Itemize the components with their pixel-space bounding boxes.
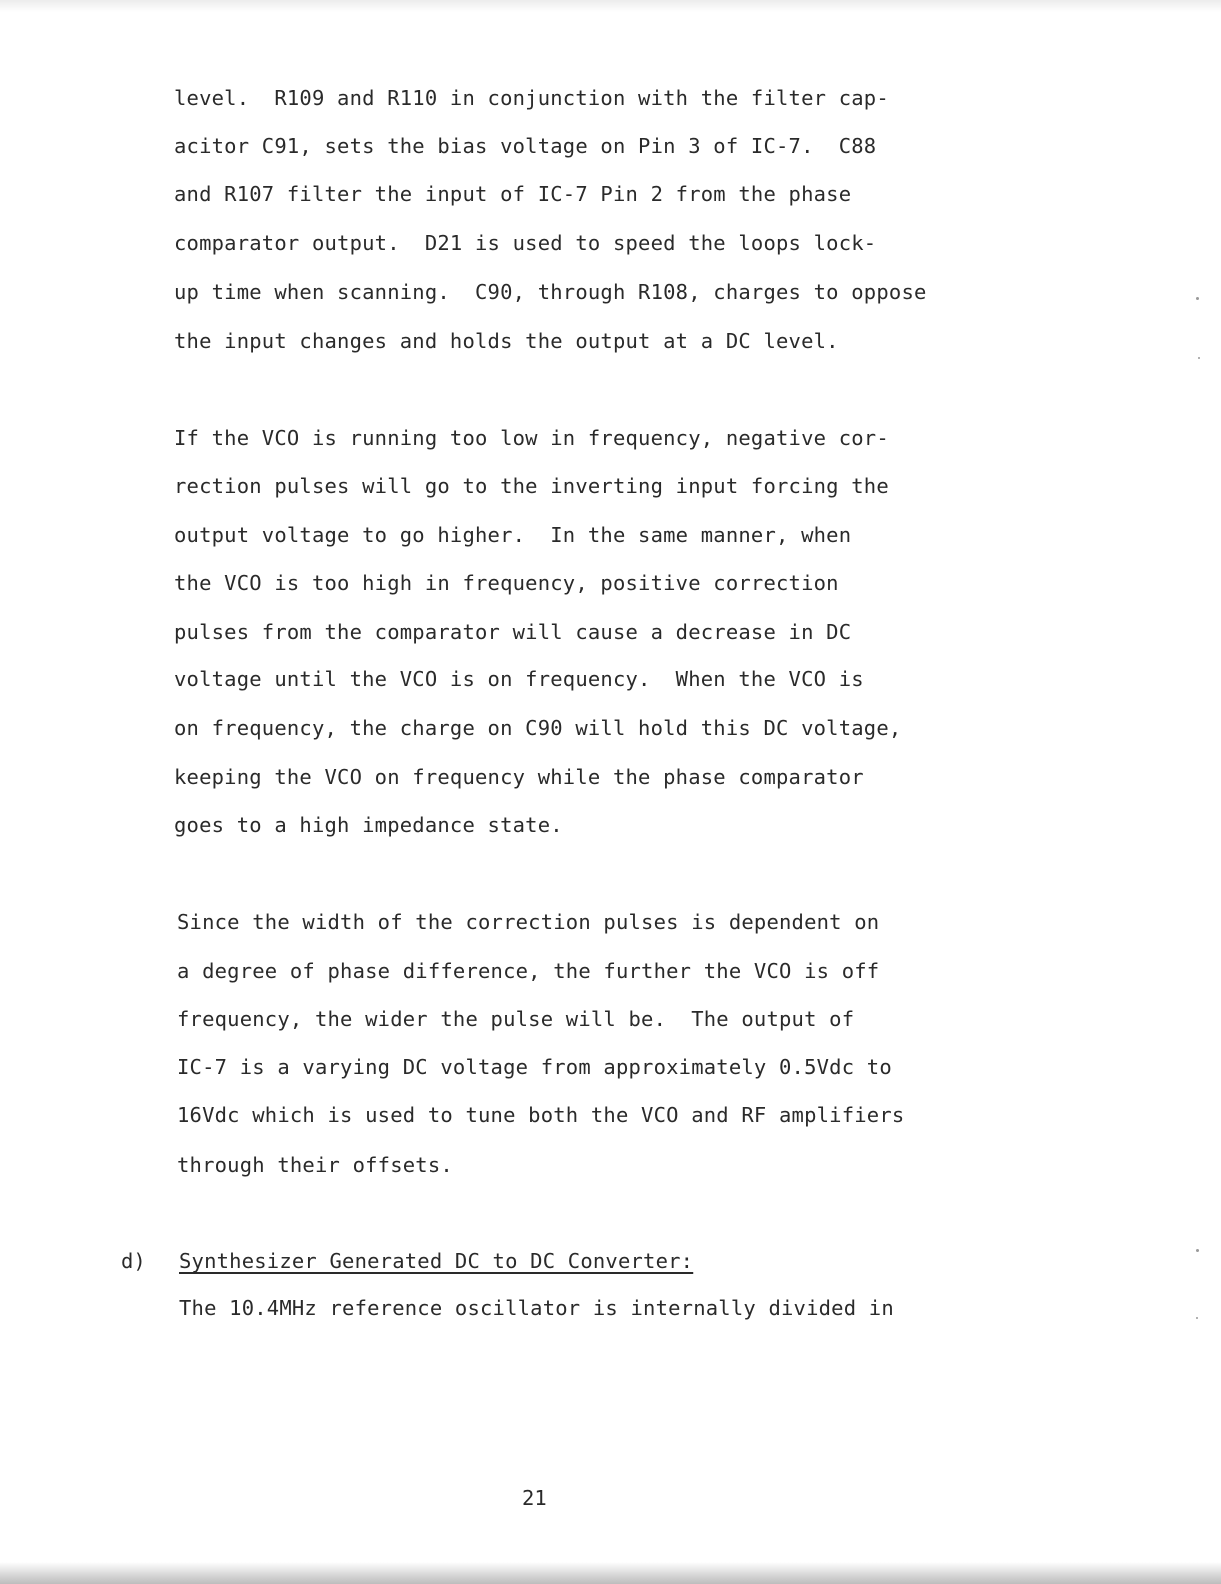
paragraph-2-line-1: If the VCO is running too low in frequency, negative cor- [174,426,889,450]
page-bottom-edge [0,1562,1221,1584]
scan-speck [1196,1249,1199,1252]
scan-speck [1196,297,1199,300]
paragraph-2-line-3: output voltage to go higher. In the same manner, when [174,523,852,547]
paragraph-1-line-3: and R107 filter the input of IC-7 Pin 2 from the phase [174,182,852,206]
paragraph-1-line-1: level. R109 and R110 in conjunction with the filter cap- [174,86,889,110]
section-marker: d) [121,1249,146,1273]
paragraph-2-line-6: voltage until the VCO is on frequency. When the VCO is [174,667,864,691]
paragraph-2-line-8: keeping the VCO on frequency while the phase comparator [174,765,864,789]
paragraph-2-line-2: rection pulses will go to the inverting input forcing the [174,474,889,498]
scan-speck [1198,357,1200,359]
paragraph-1-line-4: comparator output. D21 is used to speed the loops lock- [174,231,877,255]
paragraph-2-line-4: the VCO is too high in frequency, positive correction [174,571,839,595]
paragraph-3-line-5: 16Vdc which is used to tune both the VCO and RF amplifiers [177,1103,905,1127]
paragraph-3-line-3: frequency, the wider the pulse will be. The output of [177,1007,855,1031]
paragraph-2-line-7: on frequency, the charge on C90 will hold this DC voltage, [174,716,902,740]
paragraph-3-line-6: through their offsets. [177,1153,453,1177]
paragraph-1-line-2: acitor C91, sets the bias voltage on Pin 3 of IC-7. C88 [174,134,877,158]
paragraph-2-line-9: goes to a high impedance state. [174,813,563,837]
page-number: 21 [522,1486,547,1510]
scan-speck [1196,1317,1198,1319]
paragraph-2-line-5: pulses from the comparator will cause a decrease in DC [174,620,852,644]
paragraph-3-line-1: Since the width of the correction pulses is dependent on [177,910,880,934]
paragraph-1-line-5: up time when scanning. C90, through R108, charges to oppose [174,280,927,304]
paragraph-1-line-6: the input changes and holds the output at a DC level. [174,329,839,353]
paragraph-3-line-4: IC-7 is a varying DC voltage from approximately 0.5Vdc to [177,1055,892,1079]
section-line-1: The 10.4MHz reference oscillator is internally divided in [179,1296,894,1320]
page-top-edge [0,0,1221,12]
paragraph-3-line-2: a degree of phase difference, the further the VCO is off [177,959,880,983]
section-heading: Synthesizer Generated DC to DC Converter: [179,1249,694,1273]
